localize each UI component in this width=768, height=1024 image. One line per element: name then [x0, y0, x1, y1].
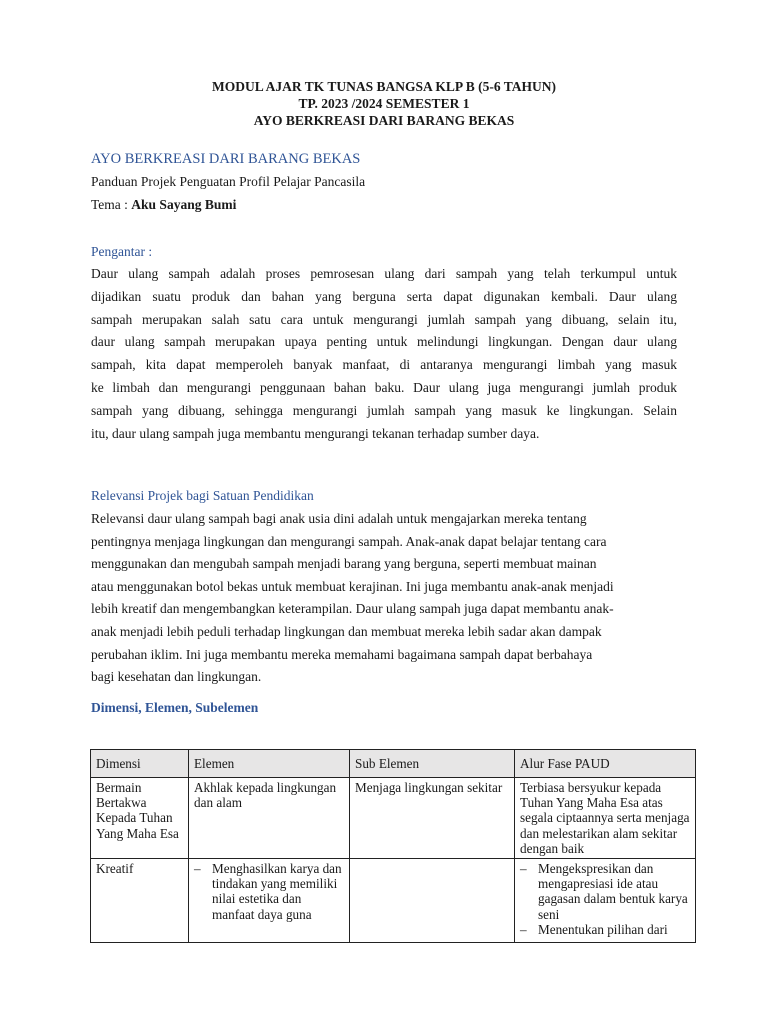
- dimensi-heading: Dimensi, Elemen, Subelemen: [91, 700, 259, 715]
- table-row: [91, 859, 696, 943]
- paragraph-line: atau menggunakan botol bekas untuk membuat kerajinan. Ini juga membantu anak-anak menjadi: [91, 578, 614, 594]
- paragraph-line: daur ulang sampah merupakan upaya penting untuk melindungi lingkungan. Dengan daur ulang: [91, 334, 677, 350]
- paragraph-line: dijadikan suatu produk dan bahan yang berguna serta dapat digunakan kembali. Daur ulang: [91, 288, 677, 304]
- paragraph-line: Relevansi daur ulang sampah bagi anak usia dini adalah untuk mengajarkan mereka tentang: [91, 511, 587, 526]
- column-header: Elemen: [189, 750, 350, 778]
- paragraph-line: sampah, kita dapat memperoleh banyak manfaat, di antaranya mengurangi limbah yang masuk: [91, 357, 677, 373]
- alur-list: [520, 861, 690, 937]
- table-cell: Kreatif: [91, 859, 189, 943]
- paragraph-line: perubahan iklim. Ini juga membantu mereka memahami bagaimana sampah dapat berbahaya: [91, 646, 593, 662]
- table-cell: [350, 859, 515, 943]
- column-header: Sub Elemen: [350, 750, 515, 778]
- project-tema: [91, 197, 236, 213]
- paragraph-line: pentingnya menjaga lingkungan dan mengurangi sampah. Anak-anak dapat belajar tentang cara: [91, 533, 607, 549]
- school-year: TP. 2023 /2024 SEMESTER 1: [298, 96, 470, 111]
- table-cell: Akhlak kepada lingkungan dan alam: [189, 778, 350, 859]
- list-item: – Menghasilkan karya dan tindakan yang memiliki nilai estetika dan manfaat daya guna: [194, 861, 344, 922]
- elemen-list: [194, 861, 344, 922]
- column-header: Dimensi: [91, 750, 189, 778]
- theme-title: AYO BERKREASI DARI BARANG BEKAS: [253, 113, 515, 128]
- list-item: – Menentukan pilihan dari: [520, 922, 690, 937]
- table-cell: [515, 859, 696, 943]
- relevansi-heading: Relevansi Projek bagi Satuan Pendidikan: [91, 488, 314, 503]
- table-header-row: [91, 750, 696, 778]
- paragraph-line: bagi kesehatan dan lingkungan.: [91, 669, 262, 685]
- paragraph-line: Daur ulang sampah adalah proses pemrosesan ulang dari sampah yang telah terkumpul untuk: [91, 266, 677, 281]
- document-title-block: [90, 78, 678, 129]
- dimensi-table: [90, 749, 696, 943]
- table-row: [91, 778, 696, 859]
- list-item: – Mengekspresikan dan mengapresiasi ide atau gagasan dalam bentuk karya seni: [520, 861, 690, 922]
- table-cell: [189, 859, 350, 943]
- relevansi-paragraph: [91, 508, 677, 689]
- tema-label: Tema :: [91, 197, 132, 212]
- pengantar-heading: Pengantar :: [91, 244, 153, 259]
- table-cell: Terbiasa bersyukur kepada Tuhan Yang Maha Esa atas segala ciptaannya serta menjaga dan melestarikan alam sekitar dengan baik: [515, 778, 696, 859]
- column-header: Alur Fase PAUD: [515, 750, 696, 778]
- pengantar-paragraph: [91, 263, 677, 445]
- project-title: AYO BERKREASI DARI BARANG BEKAS: [91, 151, 361, 167]
- project-subtitle: Panduan Projek Penguatan Profil Pelajar Pancasila: [91, 174, 366, 189]
- paragraph-line: menggunakan dan mengubah sampah menjadi barang yang berguna, seperti membuat mainan: [91, 556, 597, 572]
- module-title: MODUL AJAR TK TUNAS BANGSA KLP B (5-6 TAHUN): [211, 79, 557, 94]
- paragraph-line: sampah merupakan salah satu cara untuk mengurangi jumlah sampah yang dibuang, selain itu,: [91, 311, 677, 327]
- paragraph-line: itu, daur ulang sampah juga membantu mengurangi tekanan terhadap sumber daya.: [91, 425, 540, 441]
- table-cell: Bermain Bertakwa Kepada Tuhan Yang Maha Esa: [91, 778, 189, 859]
- paragraph-line: lebih kreatif dan mengembangkan keterampilan. Daur ulang sampah juga dapat membantu anak-: [91, 601, 614, 617]
- tema-value: Aku Sayang Bumi: [131, 197, 237, 212]
- paragraph-line: ke limbah dan mengurangi penggunaan bahan baku. Daur ulang juga mengurangi jumlah produk: [91, 379, 677, 395]
- table-cell: Menjaga lingkungan sekitar: [350, 778, 515, 859]
- paragraph-line: sampah yang dibuang, sehingga mengurangi jumlah sampah yang masuk ke lingkungan. Selain: [91, 402, 677, 418]
- paragraph-line: anak menjadi lebih peduli terhadap lingkungan dan membuat mereka lebih sadar akan dampak: [91, 623, 602, 639]
